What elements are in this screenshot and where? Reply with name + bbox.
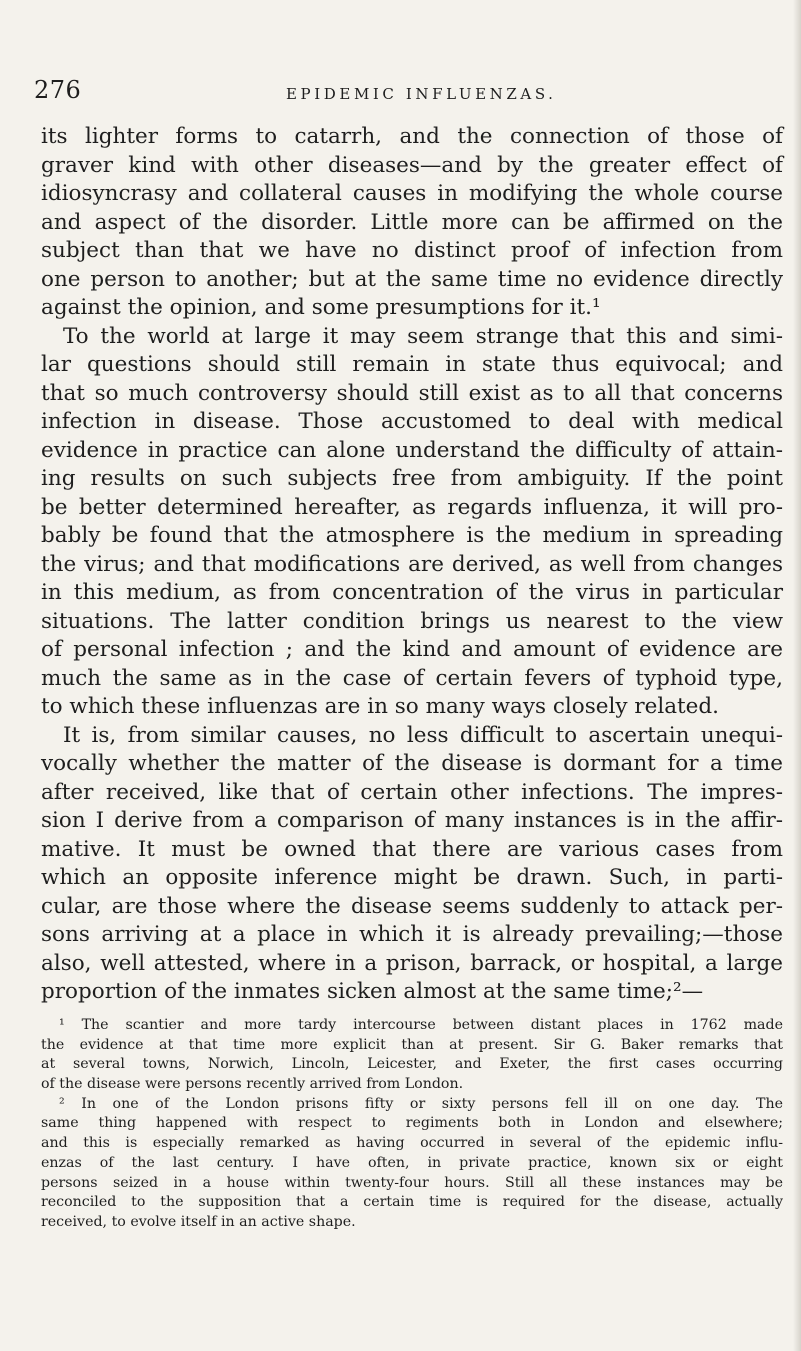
- body-line: lar questions should still remain in state thus equivocal; and: [41, 352, 783, 377]
- body-line: idiosyncrasy and collateral causes in modifying the whole course: [41, 181, 783, 206]
- body-line: to which these influenzas are in so many ways closely related.: [41, 694, 719, 719]
- page-number: 276: [34, 76, 82, 104]
- body-line: much the same as in the case of certain fevers of typhoid type,: [41, 665, 783, 691]
- body-line: also, well attested, where in a prison, barrack, or hospital, a large: [41, 950, 783, 976]
- body-line: proportion of the inmates sicken almost at the same time;²—: [41, 979, 704, 1004]
- body-line: one person to another; but at the same time no evidence directly: [41, 266, 783, 292]
- body-line: ing results on such subjects free from ambiguity. If the point: [41, 466, 783, 491]
- body-line: its lighter forms to catarrh, and the connection of those of: [41, 124, 783, 149]
- body-text: [41, 123, 783, 1007]
- page-edge-shadow: [793, 0, 801, 1351]
- body-line: subject than that we have no distinct proof of infection from: [41, 238, 783, 263]
- body-line: cular, are those where the disease seems suddenly to attack per-: [41, 893, 783, 919]
- footnote-line: reconciled to the supposition that a certain time is required for the disease, actually: [41, 1194, 783, 1211]
- footnote-line: received, to evolve itself in an active shape.: [41, 1213, 356, 1230]
- body-line: against the opinion, and some presumptions for it.¹: [41, 295, 601, 320]
- footnote-line: persons seized in a house within twenty-four hours. Still all these instances may be: [41, 1174, 783, 1191]
- body-line: To the world at large it may seem strange that this and simi-: [63, 323, 783, 349]
- body-line: which an opposite inference might be drawn. Such, in parti-: [41, 865, 783, 890]
- body-line: It is, from similar causes, no less difficult to ascertain unequi-: [63, 722, 783, 748]
- footnote-line: enzas of the last century. I have often, in private practice, known six or eight: [41, 1154, 783, 1171]
- body-line: sons arriving at a place in which it is already prevailing;—those: [41, 922, 783, 947]
- footnote-line: of the disease were persons recently arrived from London.: [41, 1076, 464, 1093]
- body-line: mative. It must be owned that there are various cases from: [41, 836, 783, 862]
- body-line: in this medium, as from concentration of the virus in particular: [41, 580, 783, 605]
- footnote-line: at several towns, Norwich, Lincoln, Leicester, and Exeter, the first cases occurring: [41, 1056, 783, 1073]
- body-line: and aspect of the disorder. Little more can be affirmed on the: [41, 209, 783, 235]
- running-head: EPIDEMIC INFLUENZAS.: [286, 85, 557, 103]
- body-line: evidence in practice can alone understand the difficulty of attain-: [41, 437, 783, 463]
- page-header: [34, 76, 774, 110]
- footnote-line: ² In one of the London prisons fifty or sixty persons fell ill on one day. The: [59, 1095, 783, 1112]
- body-line: that so much controversy should still exist as to all that concerns: [41, 380, 783, 406]
- footnote-line: and this is especially remarked as having occurred in several of the epidemic influ-: [41, 1135, 783, 1152]
- body-line: the virus; and that modifications are derived, as well from changes: [41, 551, 783, 577]
- footnote-line: same thing happened with respect to regiments both in London and elsewhere;: [41, 1115, 783, 1132]
- body-line: bably be found that the atmosphere is the medium in spreading: [41, 523, 783, 548]
- footnotes: [41, 1016, 783, 1233]
- body-line: sion I derive from a comparison of many instances is in the affir-: [41, 808, 783, 833]
- footnote-line: the evidence at that time more explicit than at present. Sir G. Baker remarks that: [41, 1036, 783, 1053]
- body-line: graver kind with other diseases—and by the greater effect of: [41, 152, 783, 178]
- body-line: after received, like that of certain other infections. The impres-: [41, 779, 783, 805]
- body-line: of personal infection ; and the kind and amount of evidence are: [41, 637, 783, 662]
- body-line: vocally whether the matter of the disease is dormant for a time: [41, 751, 783, 776]
- body-line: be better determined hereafter, as regards influenza, it will pro-: [41, 494, 783, 520]
- footnote-line: ¹ The scantier and more tardy intercourse between distant places in 1762 made: [59, 1017, 783, 1033]
- body-line: situations. The latter condition brings us nearest to the view: [41, 608, 783, 634]
- body-line: infection in disease. Those accustomed to deal with medical: [41, 409, 783, 434]
